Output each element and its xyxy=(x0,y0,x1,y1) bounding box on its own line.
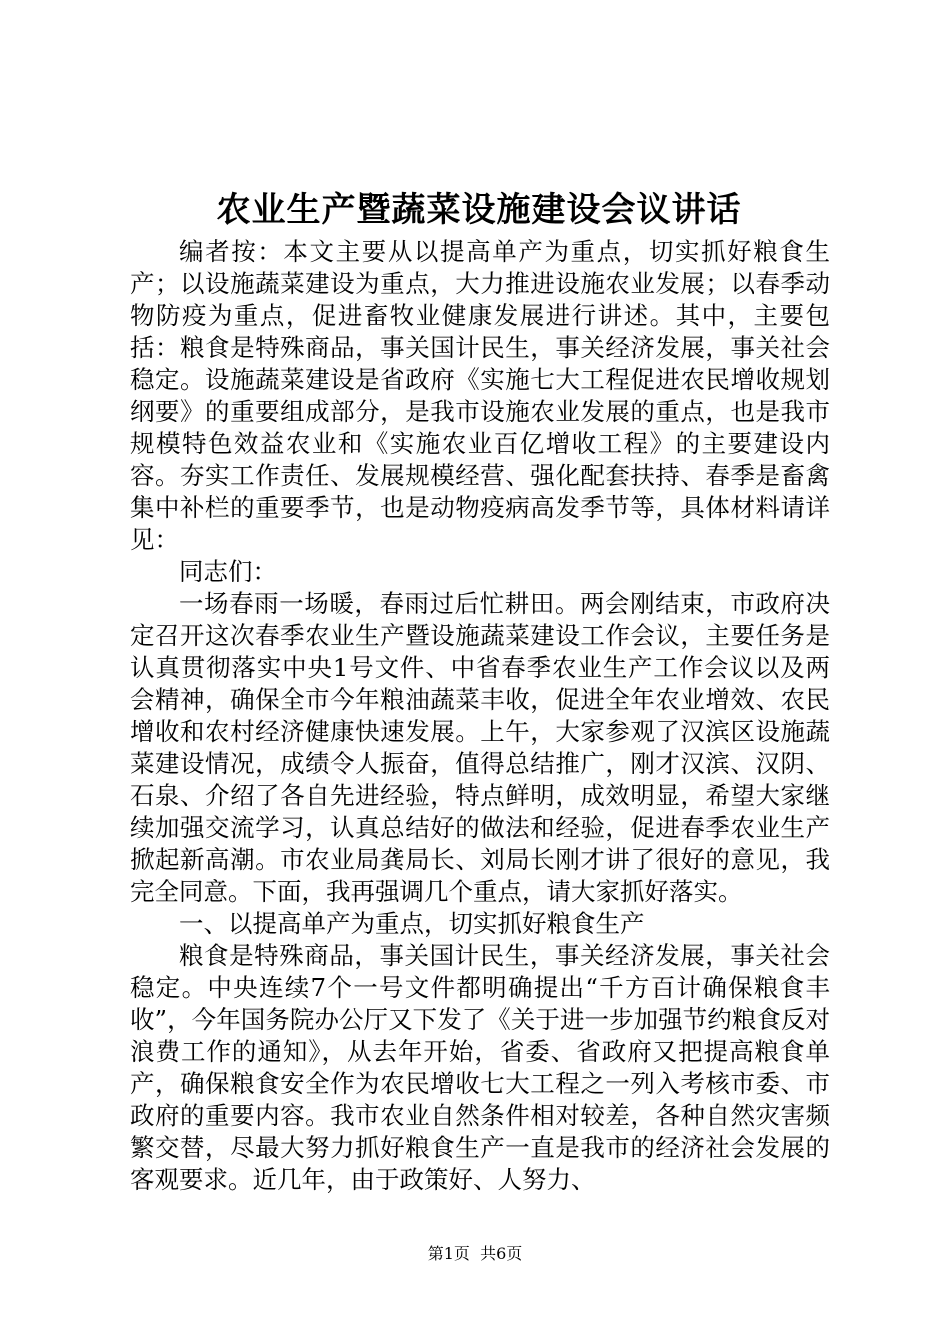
opening-paragraph: 一场春雨一场暖，春雨过后忙耕田。两会刚结束，市政府决定召开这次春季农业生产暨设施蔬菜建设工作会议，主要任务是认真贯彻落实中央1号文件、中省春季农业生产工作会议以及两会精神，确保全市今年粮油蔬菜丰收，促进全年农业增效、农民增收和农村经济健康快速发展。上午，大家参观了汉滨区设施蔬菜建设情况，成绩令人振奋，值得总结推广，刚才汉滨、汉阴、石泉、介绍了各自先进经验，特点鲜明，成效明显，希望大家继续加强交流学习，认真总结好的做法和经验，促进春季农业生产掀起新高潮。市农业局龚局长、刘局长刚才讲了很好的意见，我完全同意。下面，我再强调几个重点，请大家抓好落实。 xyxy=(130,589,830,906)
editor-note-paragraph: 编者按：本文主要从以提高单产为重点，切实抓好粮食生产；以设施蔬菜建设为重点，大力推进设施农业发展；以春季动物防疫为重点，促进畜牧业健康发展进行讲述。其中，主要包括：粮食是特殊商品，事关国计民生，事关经济发展，事关社会稳定。设施蔬菜建设是省政府《实施七大工程促进农民增收规划纲要》的重要组成部分，是我市设施农业发展的重点，也是我市规模特色效益农业和《实施农业百亿增收工程》的主要建设内容。夯实工作责任、发展规模经营、强化配套扶持、春季是畜禽集中补栏的重要季节，也是动物疫病高发季节等，具体材料请详见： xyxy=(130,237,830,554)
grain-production-paragraph: 粮食是特殊商品，事关国计民生，事关经济发展，事关社会稳定。中央连续7个一号文件都明确提出“千方百计确保粮食丰收”，今年国务院办公厅又下发了《关于进一步加强节约粮食反对浪费工作的通知》，从去年开始，省委、省政府又把提高粮食单产，确保粮食安全作为农民增收七大工程之一列入考核市委、市政府的重要内容。我市农业自然条件相对较差，各种自然灾害频繁交替，尽最大努力抓好粮食生产一直是我市的经济社会发展的客观要求。近几年，由于政策好、人努力、 xyxy=(130,941,830,1194)
document-title: 农业生产暨蔬菜设施建设会议讲话 xyxy=(216,190,742,230)
salutation-paragraph: 同志们： xyxy=(179,557,277,586)
document-body xyxy=(130,236,830,1196)
section-heading: 一、以提高单产为重点，切实抓好粮食生产 xyxy=(179,909,645,938)
page-number-footer: 第1页 共6页 xyxy=(427,1244,523,1263)
